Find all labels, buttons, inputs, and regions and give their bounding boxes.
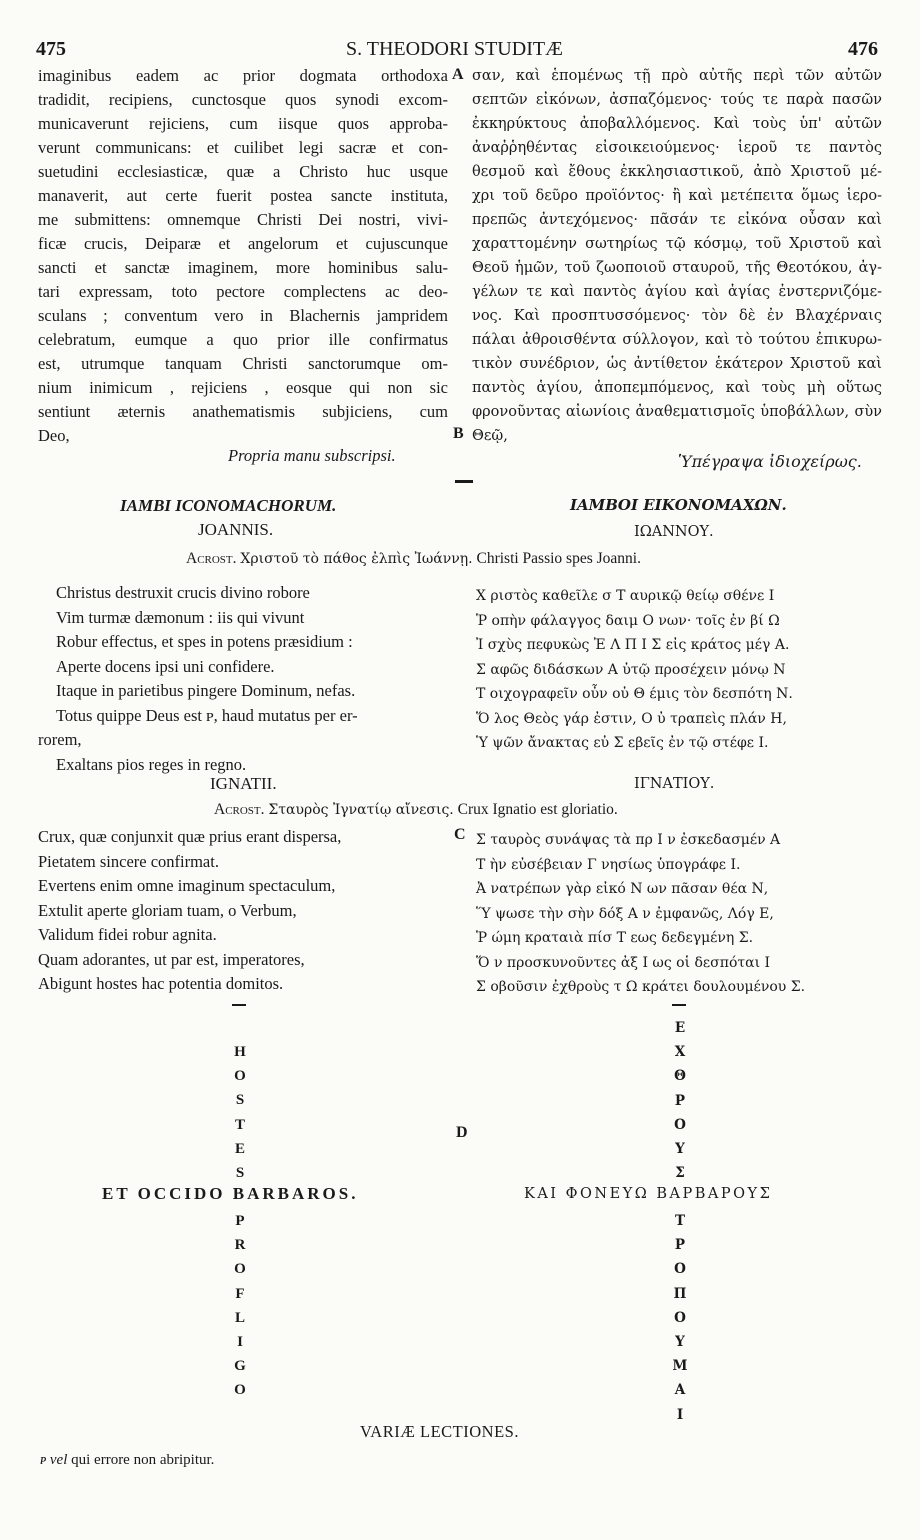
greek-vertical-letter: Χ bbox=[674, 1044, 686, 1061]
greek-text-line: σεπτῶν εἰκόνων, ἀσπαζόμενος· τούς τε παρὰ πασῶν bbox=[472, 92, 882, 108]
latin-text-line: verunt communicans: et cuilibet legi sacræ et con- bbox=[38, 138, 448, 157]
poem1-latin-line: Itaque in parietibus pingere Dominum, nefas. bbox=[56, 681, 356, 700]
greek-vertical-letter: Ο bbox=[674, 1261, 686, 1278]
poem1-greek-line: Ἰ σχὺς πεφυκὼς Ἐ Λ Π Ι Σ εἰς κράτος μέγ Α. bbox=[476, 637, 790, 653]
poem1-greek-line: Ὅ λος Θεὸς γάρ ἐστιν, Ο ὐ τραπεὶς πλάν Η, bbox=[476, 710, 787, 727]
latin-vertical-letter: O bbox=[234, 1068, 246, 1085]
latin-text-line: sancti et sanctæ imaginem, more hominibus salu- bbox=[38, 258, 448, 277]
greek-text-line: τικὸν συνέδριον, ὡς ἀντίθετον ἑκάτερον Χριστοῦ καὶ bbox=[472, 356, 882, 372]
greek-vertical-letter: Ο bbox=[674, 1116, 686, 1133]
greek-text-line: θεσμοῦ καὶ ἔθους ἐκκλησιαστικοῦ, ἀπὸ Χριστοῦ μέ- bbox=[472, 164, 882, 180]
greek-text-line: σαν, καὶ ἑπομένως τῇ πρὸ αὐτῆς περὶ τῶν αὐτῶν bbox=[472, 68, 882, 84]
poem2-greek-line: Τ ὴν εὐσέβειαν Γ νησίως ὑπογράφε Ι. bbox=[476, 856, 741, 873]
latin-cross-row: ET OCCIDO BARBAROS. bbox=[102, 1184, 359, 1203]
greek-vertical-letter: Τ bbox=[674, 1213, 686, 1229]
latin-vertical-letter: O bbox=[234, 1261, 246, 1278]
poem1-greek-line: Σ αφῶς διδάσκων Α ὐτῷ προσέχειν μόνῳ Ν bbox=[476, 661, 786, 678]
greek-text-line: Θεοῦ ἡμῶν, τοῦ ζωοποιοῦ σταυροῦ, τῆς Θεοτόκου, ἀγ- bbox=[472, 260, 882, 276]
margin-letter-a: A bbox=[452, 66, 464, 83]
variae-heading: VARIÆ LECTIONES. bbox=[360, 1422, 519, 1441]
greek-text-line: παντὸς ἁγίου, ἀποπεμπόμενος, καὶ τοὺς μὴ οὕτως bbox=[472, 380, 882, 396]
greek-vertical-top bbox=[670, 1016, 690, 1185]
page-number-right: 476 bbox=[848, 38, 878, 60]
poem1-latin-line: Robur effectus, et spes in potens præsidium : bbox=[56, 632, 353, 651]
margin-letter-d: D bbox=[456, 1124, 468, 1141]
acrostic1-greek: Χριστοῦ τὸ πάθος ἐλπὶς Ἰωάννῃ. bbox=[240, 551, 473, 567]
latin-text-line: tradidit, recipiens, cunctosque quos synodi excom- bbox=[38, 90, 448, 109]
latin-vertical-letter: R bbox=[234, 1237, 246, 1254]
greek-vertical-letter: Ο bbox=[674, 1309, 686, 1326]
latin-vertical-letter: O bbox=[234, 1382, 246, 1399]
latin-vertical-letter: L bbox=[234, 1309, 245, 1326]
latin-text-line: est, utrumque tanquam Christi sanctorumque om- bbox=[38, 354, 448, 373]
greek-cross-row: ΚΑΙ ΦΟΝΕΥΩ ΒΑΡΒΑΡΟΥΣ bbox=[524, 1186, 773, 1202]
poem2-greek-line: Ὅ ν προσκυνοῦντες ἀξ Ι ως οἱ δεσπόται Ι bbox=[476, 954, 771, 971]
greek-cross-dash bbox=[672, 1004, 686, 1006]
greek-vertical-letter: Θ bbox=[674, 1068, 686, 1085]
latin-text-line: ficæ crucis, Deiparæ et angelorum et cujuscunque bbox=[38, 234, 448, 253]
poem1-greek-line: Ὑ ψῶν ἄνακτας εὐ Σ εβεῖς ἐν τῷ στέφε Ι. bbox=[476, 735, 769, 751]
variae-note-italic: vel bbox=[49, 1452, 68, 1468]
author2-latin: IGNATII. bbox=[210, 774, 277, 793]
poem2-latin-line: Extulit aperte gloriam tuam, o Verbum, bbox=[38, 900, 297, 920]
margin-letter-c: C bbox=[454, 826, 466, 843]
variae-note-mark: ᴘ bbox=[40, 1452, 47, 1468]
greek-text-line: γέλων τε καὶ παντὸς ἁγίου καὶ ἁγίας ἐνστερνιζόμε- bbox=[472, 284, 882, 300]
acrostic1-latin: Christi Passio spes Joanni. bbox=[476, 550, 641, 567]
poem1-greek-line: Χ ριστὸς καθεῖλε σ Τ αυρικῷ θείῳ σθένε Ι bbox=[476, 588, 775, 604]
acrostic1-line bbox=[186, 550, 641, 568]
poem1-latin bbox=[38, 581, 358, 777]
poem2-greek-line: Σ ταυρὸς συνάψας τὰ πρ Ι ν ἐσκεδασμέν Α bbox=[476, 832, 781, 848]
greek-vertical-letter: Μ bbox=[672, 1358, 688, 1375]
latin-text-line: manaverit, aut certe fuerit postea sancte instituta, bbox=[38, 186, 448, 205]
latin-vertical-letter: P bbox=[235, 1213, 245, 1229]
poem1-latin-line: rorem, bbox=[38, 730, 82, 749]
poem1-latin-line: Totus quippe Deus est ᴘ, haud mutatus per er- bbox=[56, 705, 358, 725]
greek-vertical-letter: Υ bbox=[675, 1140, 685, 1157]
author1-greek: ΙΩΑΝΝΟΥ. bbox=[634, 524, 714, 540]
greek-column bbox=[472, 64, 882, 448]
latin-text-line: me submittens: omnemque Christi Dei nostri, vivi- bbox=[38, 210, 448, 229]
greek-text-line: πάλαι ἀθροισθέντα σύλλογον, καὶ τὸ τούτου ἐπικυρω- bbox=[472, 332, 882, 348]
greek-text-line: Θεῷ, bbox=[472, 428, 508, 444]
latin-vertical-letter: E bbox=[234, 1140, 245, 1157]
poem1-greek-line: Τ οιχογραφεῖν οὖν οὐ Θ έμις τὸν δεσπότη Ν. bbox=[476, 686, 793, 702]
running-title: S. THEODORI STUDITÆ bbox=[346, 38, 563, 60]
poem1-greek bbox=[476, 584, 793, 756]
greek-vertical-letter: Π bbox=[673, 1285, 687, 1302]
poem2-latin-line: Abigunt hostes hac potentia domitos. bbox=[38, 974, 284, 993]
acrostic1-label: Acrost. bbox=[186, 550, 237, 567]
page-number-left: 475 bbox=[36, 38, 66, 60]
latin-vertical-letter: S bbox=[235, 1164, 245, 1181]
acrostic2-greek: Σταυρὸς Ἰγνατίῳ αἴνεσις. bbox=[268, 802, 454, 818]
greek-text-line: πρεπῶς ἀντεχόμενος· πᾶσάν τε εἰκόνα οὖσαν καὶ bbox=[472, 212, 882, 228]
poem2-greek-line: Ἀ νατρέπων γὰρ εἰκό Ν ων πᾶσαν θέα Ν, bbox=[476, 881, 769, 897]
subscription-greek: Ὑπέγραψα ἰδιοχείρως. bbox=[678, 452, 862, 471]
greek-text-line: ἐκκηρύκτους ἀποβαλλόμενος. Καὶ τοὺς ὑπ' αὐτῶν bbox=[472, 116, 882, 132]
poem2-greek bbox=[476, 828, 805, 1000]
greek-vertical-bottom bbox=[670, 1209, 690, 1427]
author2-greek: ΙΓΝΑΤΙΟΥ. bbox=[634, 776, 715, 792]
greek-text-line: χαραττομένην σωτηρίως τῷ κόσμῳ, τοῦ Χριστοῦ καὶ bbox=[472, 236, 882, 252]
title-latin: IAMBI ICONOMACHORUM. bbox=[120, 496, 337, 515]
latin-column bbox=[38, 64, 448, 448]
latin-vertical-top bbox=[230, 1040, 250, 1185]
greek-vertical-letter: Σ bbox=[675, 1165, 685, 1182]
greek-vertical-letter: Ε bbox=[674, 1020, 686, 1036]
author1-latin: JOANNIS. bbox=[198, 520, 274, 539]
poem2-latin bbox=[38, 825, 341, 997]
latin-text-line: nium inimicum , rejiciens , eosque qui non sic bbox=[38, 378, 448, 397]
poem2-greek-line: Σ οβοῦσιν ἐχθροὺς τ Ω κράτει δουλουμένου Σ. bbox=[476, 979, 806, 995]
latin-text-line: imaginibus eadem ac prior dogmata orthodoxa bbox=[38, 66, 448, 85]
latin-text-line: tari expressam, toto pectore complectens ac deo- bbox=[38, 282, 448, 301]
poem2-latin-line: Pietatem sincere confirmat. bbox=[38, 851, 219, 871]
poem1-latin-line: Christus destruxit crucis divino robore bbox=[56, 583, 310, 602]
latin-vertical-letter: I bbox=[237, 1333, 243, 1350]
poem2-latin-line: Evertens enim omne imaginum spectaculum, bbox=[38, 876, 336, 895]
latin-vertical-letter: H bbox=[234, 1044, 246, 1060]
greek-vertical-letter: Ι bbox=[676, 1406, 684, 1423]
latin-vertical-bottom bbox=[230, 1209, 250, 1403]
variae-note-text: qui errore non abripitur. bbox=[71, 1452, 215, 1468]
latin-vertical-letter: G bbox=[234, 1358, 246, 1375]
acrostic2-label: Acrost. bbox=[214, 801, 265, 818]
poem2-latin-line: Quam adorantes, ut par est, imperatores, bbox=[38, 949, 305, 969]
latin-vertical-letter: F bbox=[235, 1285, 245, 1302]
poem2-greek-line: Ὕ ψωσε τὴν σὴν δόξ Α ν ἐμφανῶς, Λόγ Ε, bbox=[476, 905, 774, 922]
subscription-latin: Propria manu subscripsi. bbox=[228, 446, 396, 465]
greek-text-line: νος. Καὶ προσπτυσσόμενος· τὸν δὲ ἐν Βλαχέρναις bbox=[472, 308, 882, 324]
greek-vertical-letter: Ρ bbox=[674, 1237, 686, 1254]
latin-text-line: celebratum, eumque a quo prior ille confirmatus bbox=[38, 330, 448, 349]
acrostic2-latin: Crux Ignatio est gloriatio. bbox=[457, 801, 618, 818]
greek-text-line: φρονοῦντας αἰωνίοις ἀναθεματισμοῖς ὑποβάλλων, σὺν bbox=[472, 404, 882, 420]
latin-vertical-letter: T bbox=[234, 1116, 245, 1133]
poem2-greek-line: Ῥ ώμη κραταιὰ πίσ Τ εως δεδεγμένη Σ. bbox=[476, 930, 754, 946]
poem2-latin-line: Validum fidei robur agnita. bbox=[38, 925, 217, 944]
greek-text-line: ἀναῤῥηθέντας εἰσοικειούμενος· ἱεροῦ τε παντὸς bbox=[472, 140, 882, 156]
latin-vertical-letter: S bbox=[235, 1092, 245, 1109]
latin-text-line: municaverunt rejiciens, cum iisque quos approba- bbox=[38, 114, 448, 133]
title-greek: ΙΑΜΒΟΙ ΕΙΚΟΝΟΜΑΧΩΝ. bbox=[570, 496, 787, 514]
latin-text-line: suetudini ecclesiasticæ, quæ a Christo huc usque bbox=[38, 162, 448, 181]
acrostic2-line bbox=[214, 801, 618, 819]
latin-text-line: sentiunt æternis anathematismis subjiciens, cum bbox=[38, 402, 448, 421]
margin-letter-b: B bbox=[453, 425, 464, 442]
variae-note bbox=[40, 1452, 214, 1469]
latin-text-line: Deo, bbox=[38, 426, 70, 445]
greek-vertical-letter: Α bbox=[674, 1382, 686, 1399]
poem1-latin-line: Exaltans pios reges in regno. bbox=[56, 754, 247, 774]
poem2-latin-line: Crux, quæ conjunxit quæ prius erant dispersa, bbox=[38, 827, 342, 846]
poem1-greek-line: Ῥ οπὴν φάλαγγος δαιμ Ο νων· τοῖς ἐν βί Ω bbox=[476, 612, 780, 629]
greek-text-line: χρι τοῦ δεῦρο προϊόντος· ἢ καὶ μετέπειτα ὅμως ἱερο- bbox=[472, 188, 882, 204]
greek-vertical-letter: Ρ bbox=[674, 1092, 686, 1109]
latin-text-line: sculans ; conventum vero in Blachernis jampridem bbox=[38, 306, 448, 325]
poem1-latin-line: Vim turmæ dæmonum : iis qui vivunt bbox=[56, 607, 305, 627]
latin-cross-dash bbox=[232, 1004, 246, 1006]
greek-vertical-letter: Υ bbox=[675, 1333, 685, 1350]
poem1-latin-line: Aperte docens ipsi uni confidere. bbox=[56, 656, 275, 676]
divider-mark bbox=[455, 480, 473, 483]
